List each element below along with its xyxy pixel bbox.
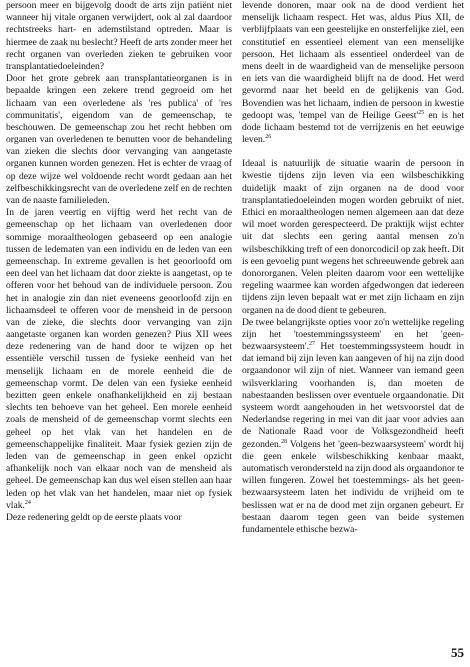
footnote-marker: 25: [418, 109, 425, 116]
paragraph-text: levende donoren, maar ook na de dood verdient het menselijk lichaam respect. Het was, aldus Pius XII, de verblijfplaats van een geestelijke en onsterfelijke ziel, een constitutief en essentieel element van een menselijke persoon. Het lichaam als essentieel onderdeel van de mens deelt in de waardigheid van de menselijke persoon en iets van die waardigheid blijft na de dood. Het werd gevormd naar het beeld en de gelijkenis van God. Bovendien was het lichaam, indien de persoon in kwestie gedoopt was, 'tempel van de Heilige Geest': [242, 0, 464, 121]
paragraph: persoon meer en bijgevolg doodt de arts zijn patiënt niet wanneer hij vitale organen verwijdert, ook al zal daardoor rechtstreeks hart- en ademstilstand optreden. Maar is hiermee de zaak nu beslecht? Heeft de arts zonder meer het recht organen van overleden zieken te gebruiken voor transplantatiedoeleinden?: [6, 0, 232, 72]
paragraph: Door het grote gebrek aan transplantatieorganen is in bepaalde kringen een zekere trend gegroeid om het lichaam van een overledene als 'res publica' of 'res communitatis', eigendom van de gemeenschap, te beschouwen. De gemeenschap zou het recht hebben om organen van overledenen te benutten voor de behandeling van zieken die slechts door vervanging van aangetaste organen kunnen worden genezen. Het is echter de vraag of op deze wijze wel voldoende recht wordt gedaan aan het zelfbeschikkingsrecht van de overledene zelf en de rechten van de naaste familieleden.: [6, 73, 232, 206]
paragraph: [242, 0, 464, 146]
page-number: 55: [451, 645, 464, 660]
left-column: [6, 0, 232, 524]
footnote-marker: 24: [24, 499, 31, 506]
paragraph: [242, 317, 464, 536]
paragraph-text: In de jaren veertig en vijftig werd het recht van de gemeenschap op het lichaam van overledenen door sommige moraaltheologen gebaseerd op een analogie tussen de ledematen van een individu en de leden van een gemeenschap. In extreme gevallen is het geoorloofd om een deel van het lichaam dat door ziekte is aangetast, op te offeren voor het behoud van de individuele persoon. Zou het in analogie zin dan niet eveneens geoorloofd zijn en lichaamsdeel te offeren voor de mensheid in de persoon van de zieke, die slechts door vervanging van zijn aangetaste organen kan worden genezen? Pius XII wees deze redenering van de hand door te wijzen op het essentiële verschil tussen de fysieke eenheid van het menselijk lichaam en de morele eenheid die de gemeenschap vormt. De delen van een fysieke eenheid bezitten geen enkele onafhankelijkheid en zij bestaan slechts ten behoeve van het geheel. Een morele eenheid zoals de mensheid of de gemeenschap vormt slechts een geheel op het vlak van het handelen en de gemeenschappelijke finaliteit. Maar fysiek gezien zijn de leden van de gemeenschap in geen enkel opzicht afhankelijk noch van elkaar noch van de mensheid als geheel. De gemeenschap kan dus wel eisen stellen aan haar leden op het vlak van het handelen, maar niet op fysiek vlak.: [6, 207, 232, 511]
paragraph: Deze redenering geldt op de eerste plaats voor: [6, 511, 182, 523]
paragraph: [6, 207, 232, 512]
footnote-marker: 27: [309, 340, 315, 347]
paragraph-text: Het toestemmingssysteem houdt in dat iemand bij zijn leven kan aangeven of hij na zijn dood orgaandonor wil zijn of niet. Wanneer van iemand geen wilsverklaring voorhanden is, dan moeten de nabestaanden beslissen over eventuele orgaandonatie. Dit systeem wordt aangehouden in het wetsvoorstel dat de Nederlandse regering in mei van dit jaar voor advies aan de Nationale Raad voor de Volksgezondheid heeft gezonden.: [242, 341, 464, 450]
footnote-marker: 26: [265, 133, 272, 140]
paragraph-text: en is het dode lichaam bestemd tot de verrijzenis en het eeuwige leven.: [242, 109, 464, 146]
right-column: [242, 0, 464, 536]
footnote-marker: 28: [281, 438, 288, 445]
paragraph-text: Volgens het 'geen-bezwaarsysteem' wordt hij die geen enkele wilsbeschikking kenbaar maakt, automatisch verondersteld na zijn dood als orgaandonor te willen fungeren. Zowel het toestemmings- als het geen-bezwaarsysteem laten het individu de vrijheid om te beslissen wat er na de dood met zijn organen gebeurt. Er bestaan daarom tegen geen van beide systemen fundamentele ethische bezwa-: [242, 438, 464, 535]
paragraph: Ideaal is natuurlijk de situatie waarin de persoon in kwestie tijdens zijn leven via een wilsbeschikking duidelijk maakt of zijn organen na de dood voor transplantatiedoeleinden mogen worden gebruikt of niet. Ethici en moraaltheologen nemen algemeen aan dat deze wil moet worden gerespecteerd. De praktijk wijst echter uit dat slechts een gering aantal mensen zo'n wilsbeschikking treft of een donorcodicil op zak heeft. Dit is een gevoelig punt wegens het schreeuwende gebrek aan donororganen. Velen pleiten daarom voor een wettelijke regeling waarmee kan worden afgedwongen dat iedereen tijdens zijn leven bepaalt wat er met zijn lichaam en zijn organen na de dood dient te gebeuren.: [242, 158, 464, 316]
paragraph-text: De twee belangrijkste opties voor zo'n wettelijke regeling zijn het 'toestemmingssysteem' en het 'geen-bezwaarsysteem'.: [242, 316, 464, 353]
